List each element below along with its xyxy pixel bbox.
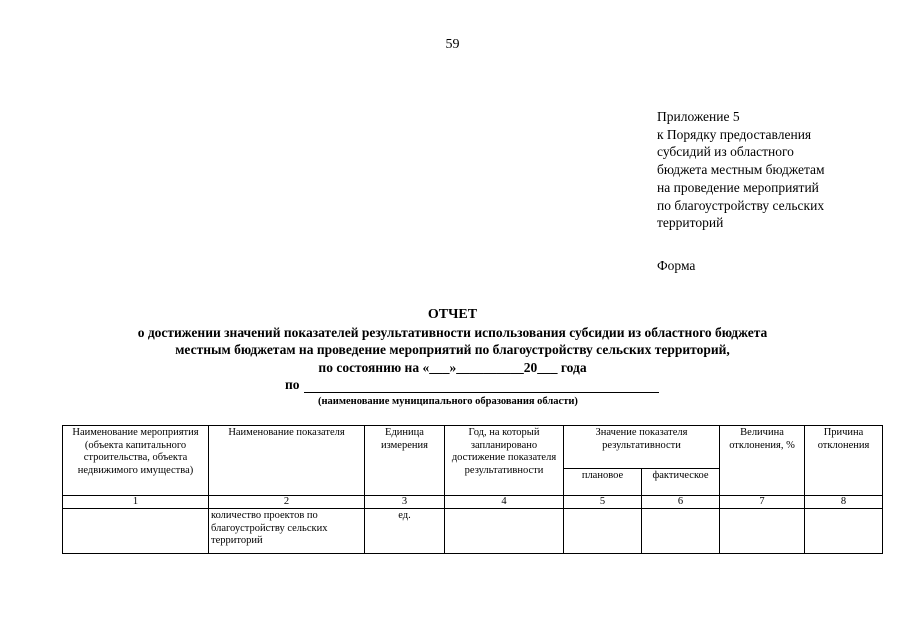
column-number: 3 <box>365 496 445 509</box>
cell-reason <box>805 509 883 554</box>
page-number: 59 <box>445 37 460 52</box>
header-year: Год, на который запланировано достижение показателя результативности <box>445 426 564 496</box>
column-number: 5 <box>564 496 642 509</box>
header-indicator: Наименование показателя <box>209 426 365 496</box>
po-label: по <box>285 377 300 392</box>
cell-event <box>63 509 209 554</box>
appendix-line: субсидий из областного <box>657 144 794 160</box>
cell-unit: ед. <box>365 509 445 554</box>
header-planned: плановое <box>564 469 642 496</box>
appendix-line: территорий <box>657 215 724 231</box>
appendix-block <box>657 108 897 232</box>
form-label: Форма <box>657 258 696 273</box>
appendix-line: к Порядку предоставления <box>657 126 812 142</box>
column-number: 1 <box>63 496 209 509</box>
municipality-blank <box>304 379 659 393</box>
cell-indicator: количество проектов по благоустройству сельских территорий <box>209 509 365 554</box>
appendix-line: Приложение 5 <box>657 109 740 124</box>
table-header-row <box>63 426 883 469</box>
cell-year <box>445 509 564 554</box>
appendix-line: бюджета местным бюджетам <box>657 162 825 178</box>
report-heading <box>0 306 905 376</box>
report-date-line: по состоянию на «___»__________20___ года <box>318 359 587 375</box>
column-number: 8 <box>805 496 883 509</box>
report-table <box>62 425 883 554</box>
column-number-row <box>63 496 883 509</box>
appendix-line: на проведение мероприятий <box>657 179 819 195</box>
cell-planned <box>564 509 642 554</box>
report-subtitle-line-2: местным бюджетам на проведение мероприятий по благоустройству сельских территорий, <box>175 342 730 357</box>
header-reason: Причина отклонения <box>805 426 883 496</box>
table-row <box>63 509 883 554</box>
appendix-line: по благоустройству сельских <box>657 197 825 213</box>
column-number: 2 <box>209 496 365 509</box>
cell-deviation <box>720 509 805 554</box>
header-deviation: Величина отклонения, % <box>720 426 805 496</box>
header-event: Наименование мероприятия (объекта капитального строительства, объекта недвижимого имущества) <box>63 426 209 496</box>
municipality-caption: (наименование муниципального образования области) <box>318 396 578 407</box>
report-title: ОТЧЕТ <box>427 307 478 322</box>
header-actual: фактическое <box>642 469 720 496</box>
report-subtitle-line-1: о достижении значений показателей результативности использования субсидии из областного бюджета <box>137 324 768 340</box>
header-value-group: Значение показателя результативности <box>564 426 720 469</box>
header-unit: Единица измерения <box>365 426 445 496</box>
column-number: 6 <box>642 496 720 509</box>
column-number: 4 <box>445 496 564 509</box>
municipality-line <box>285 377 659 393</box>
cell-actual <box>642 509 720 554</box>
column-number: 7 <box>720 496 805 509</box>
